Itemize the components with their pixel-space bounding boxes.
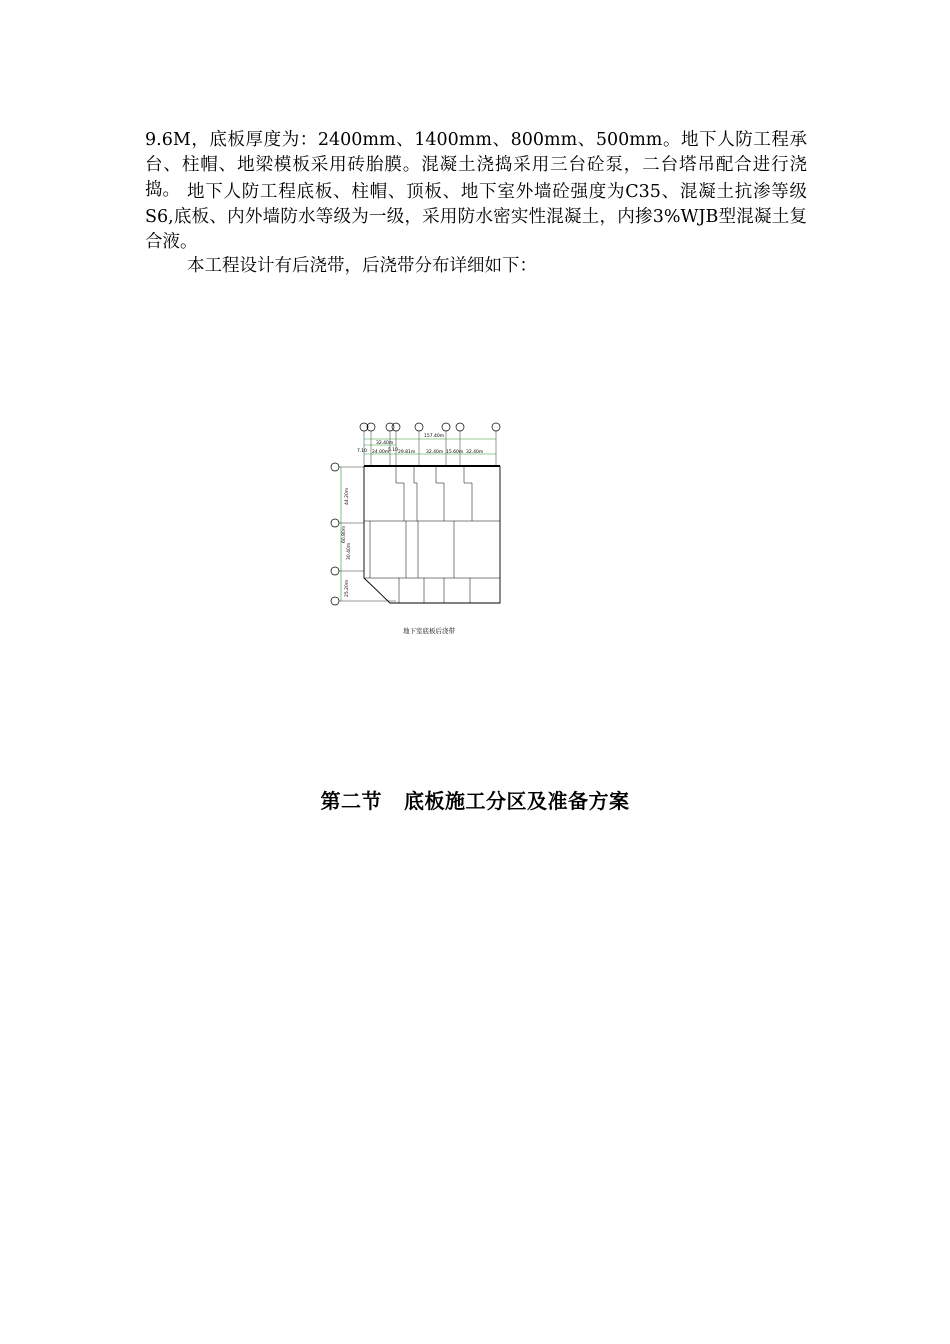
dimension-labels-left bbox=[341, 488, 352, 597]
dim-15-60: 15.60m bbox=[446, 450, 464, 455]
post-pour-strip-drawing bbox=[326, 415, 516, 645]
dim-7-10: 7.10 bbox=[357, 449, 368, 454]
section-title: 底板施工分区及准备方案 bbox=[404, 789, 630, 813]
dim-25-20: 25.20m bbox=[345, 579, 350, 597]
paragraph-3: 本工程设计有后浇带，后浇带分布详细如下： bbox=[187, 256, 537, 276]
slab-outline bbox=[364, 466, 500, 603]
dim-29-81: 29.81m bbox=[398, 450, 416, 455]
paragraph-1: 9.6M，底板厚度为：2400mm、1400mm、800mm、500mm。地下人防工程承台、柱帽、地梁模板采用砖胎膜。混凝土浇捣采用三台砼泵，二台塔吊配合进行浇捣。 bbox=[145, 130, 807, 200]
paragraph-2: 地下人防工程底板、柱帽、顶板、地下室外墙砼强度为C35、混凝土抗渗等级S6,底板、内外墙防水等级为一级，采用防水密实性混凝土，内掺3%WJB型混凝土复合液。 bbox=[145, 182, 807, 252]
dim-24-00: 24.00m bbox=[372, 450, 390, 455]
section-heading bbox=[0, 785, 950, 814]
dim-32-40-b: 32.40m bbox=[426, 450, 444, 455]
dim-44-20: 44.20m bbox=[345, 487, 350, 505]
section-number: 第二节 bbox=[320, 789, 382, 813]
dim-overall: 157.40m bbox=[424, 434, 445, 439]
axis-bubbles-top bbox=[360, 423, 500, 431]
dim-5-10: 5.10 bbox=[388, 448, 399, 453]
axis-bubbles-left bbox=[331, 463, 339, 605]
post-pour-strips bbox=[364, 466, 500, 603]
dim-30-40: 30.40m bbox=[347, 542, 352, 560]
dimension-labels-top bbox=[357, 433, 483, 455]
figure-caption: 地下室底板后浇带 bbox=[403, 627, 455, 635]
dim-60-80: 60.80m bbox=[342, 525, 347, 543]
dim-32-40: 32.40m bbox=[376, 441, 394, 446]
dim-32-40-c: 32.40m bbox=[466, 450, 484, 455]
